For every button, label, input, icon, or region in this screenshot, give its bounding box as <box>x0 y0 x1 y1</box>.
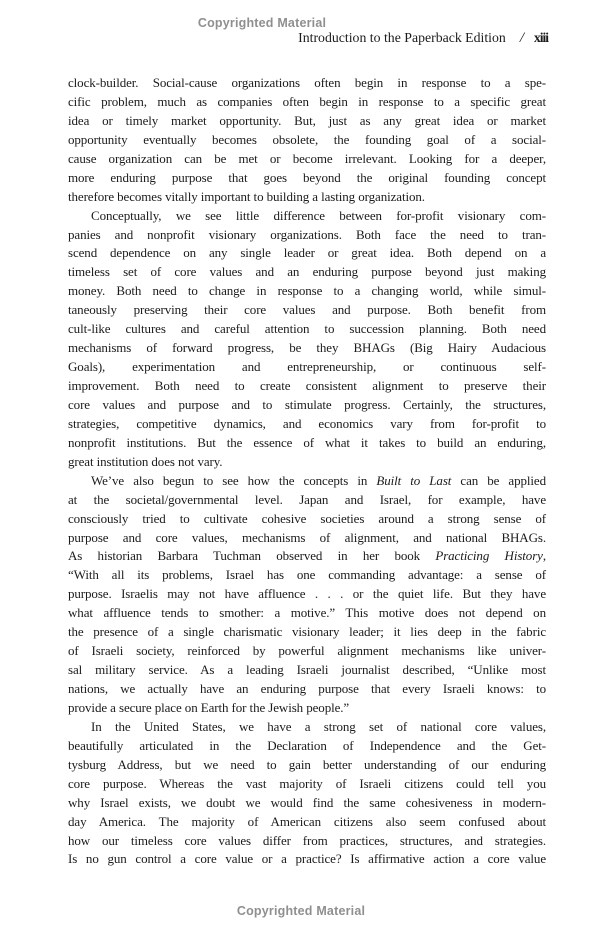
text-line <box>68 832 546 851</box>
text-segment: consciously tried to cultivate cohesive societies around a strong sense of <box>68 510 546 526</box>
text-segment: Is no gun control a core value or a practice? Is affirmative action a core value <box>68 851 546 867</box>
text-segment: panies and nonprofit visionary organizations. Both face the need to tran- <box>68 226 546 242</box>
text-line <box>68 718 546 737</box>
text-line <box>68 301 546 320</box>
text-line <box>68 358 546 377</box>
copyright-notice-top: Copyrighted Material <box>197 16 327 30</box>
italic-text-segment: Built to Last <box>376 472 452 488</box>
text-line <box>68 775 546 794</box>
text-line <box>68 680 546 699</box>
text-line <box>68 491 546 510</box>
text-segment: idea or timely market opportunity. But, just as any great idea or market <box>68 112 546 128</box>
text-segment: great institution does not vary. <box>68 453 223 469</box>
text-line <box>68 320 546 339</box>
text-line <box>68 169 546 188</box>
text-segment: scend dependence on any single leader or great idea. Both depend on a <box>68 245 546 261</box>
text-line <box>68 813 546 832</box>
text-segment: beautifully articulated in the Declaration of Independence and the Get- <box>68 737 546 753</box>
text-segment: more enduring purpose that goes beyond the original founding concept <box>68 169 546 185</box>
text-line <box>68 396 546 415</box>
text-line <box>68 282 546 301</box>
text-segment: In the United States, we have a strong set of national core values, <box>91 718 546 734</box>
running-title: Introduction to the Paperback Edition <box>298 30 506 45</box>
text-line <box>68 150 546 169</box>
text-segment: As historian Barbara Tuchman observed in her book <box>68 548 436 564</box>
text-line <box>68 566 546 585</box>
text-segment: the presence of a single charismatic visionary leader; it lies deep in the fabric <box>68 624 546 640</box>
text-line <box>68 112 546 131</box>
text-segment: cause organization can be met or become irrelevant. Looking for a deeper, <box>68 150 546 166</box>
text-line <box>68 244 546 263</box>
text-line <box>68 661 546 680</box>
text-segment: nations, we actually have an enduring purpose that every Israeli knows: to <box>68 681 546 696</box>
text-line <box>68 472 546 491</box>
text-line <box>68 623 546 642</box>
text-segment: Conceptually, we see little difference between for-profit visionary com- <box>91 207 546 223</box>
text-segment: tysburg Address, but we need to gain better understanding of our enduring <box>68 756 546 772</box>
text-line <box>68 263 546 282</box>
text-line <box>68 756 546 775</box>
text-line <box>68 93 546 112</box>
text-segment: core values and purpose and to stimulate progress. Certainly, the structures, <box>68 396 546 412</box>
text-segment: cific problem, much as companies often begin in response to a specific great <box>68 93 546 109</box>
text-segment: purpose. Israelis may not have affluence . . . or the quiet life. But they have <box>68 586 546 602</box>
text-line <box>68 453 546 472</box>
text-line <box>68 529 546 548</box>
text-line <box>68 699 546 718</box>
text-segment: strategies, competitive dynamics, and economics vary from for-profit to <box>68 415 546 431</box>
text-line <box>68 585 546 604</box>
text-line <box>68 377 546 396</box>
text-segment: why Israel exists, we doubt we would find the same cohesiveness in modern- <box>68 794 546 810</box>
text-line <box>68 339 546 358</box>
text-segment: day America. The majority of American citizens also seem confused about <box>68 813 546 829</box>
text-segment: , <box>542 548 546 564</box>
text-segment: of Israeli society, reinforced by powerful alignment mechanisms like univer- <box>68 643 546 659</box>
text-line <box>68 207 546 226</box>
text-block <box>68 74 546 869</box>
text-segment: at the societal/governmental level. Japan and Israel, for example, have <box>68 491 546 507</box>
text-segment: nonprofit institutions. But the essence of what it takes to build an enduring, <box>68 434 546 450</box>
text-line <box>68 737 546 756</box>
text-segment: therefore becomes vitally important to building a lasting organization. <box>68 188 425 204</box>
text-segment: Goals), experimentation and entrepreneurship, or continuous self- <box>68 359 546 375</box>
text-segment: clock-builder. Social-cause organizations often begin in response to a spe- <box>68 75 546 90</box>
page-number: xiii <box>533 30 548 45</box>
text-line <box>68 850 546 869</box>
italic-text-segment: Practicing History <box>435 548 543 564</box>
header-separator: / <box>519 30 524 46</box>
text-segment: how our timeless core values differ from practices, structures, and strategies. <box>68 832 546 848</box>
text-segment: provide a secure place on Earth for the Jewish people.” <box>68 699 350 715</box>
text-segment: We’ve also begun to see how the concepts in <box>91 472 377 488</box>
text-line <box>68 226 546 245</box>
text-segment: purpose and core values, mechanisms of alignment, and national BHAGs. <box>68 529 546 545</box>
text-segment: mechanisms of forward progress, be they BHAGs (Big Hairy Audacious <box>68 340 546 356</box>
text-segment: what affluence tends to smother: a motive.” This motive does not depend on <box>68 605 546 621</box>
text-line <box>68 510 546 529</box>
text-segment: cult-like cultures and careful attention to succession planning. Both need <box>68 321 546 337</box>
text-segment: opportunity eventually becomes obsolete, the founding goal of a social- <box>68 131 546 147</box>
text-segment: timeless set of core values and an enduring purpose beyond just making <box>68 264 546 280</box>
text-segment: improvement. Both need to create consistent alignment to preserve their <box>68 378 546 393</box>
text-segment: sal military service. As a leading Israeli journalist described, “Unlike most <box>68 662 546 678</box>
text-line <box>68 547 546 566</box>
text-line <box>68 74 546 93</box>
running-header <box>298 30 548 47</box>
text-segment: core purpose. Whereas the vast majority of Israeli citizens could tell you <box>68 775 546 791</box>
text-line <box>68 642 546 661</box>
text-segment: taneously preserving their core values and purpose. Both benefit from <box>68 302 546 318</box>
text-segment: “With all its problems, Israel has one commanding advantage: a sense of <box>68 567 546 583</box>
text-segment: can be applied <box>451 472 547 488</box>
text-segment: money. Both need to change in response to a changing world, while simul- <box>68 283 546 299</box>
text-line <box>68 604 546 623</box>
copyright-notice-bottom: Copyrighted Material <box>236 904 366 918</box>
text-line <box>68 188 546 207</box>
text-line <box>68 131 546 150</box>
text-line <box>68 434 546 453</box>
text-line <box>68 794 546 813</box>
text-line <box>68 415 546 434</box>
